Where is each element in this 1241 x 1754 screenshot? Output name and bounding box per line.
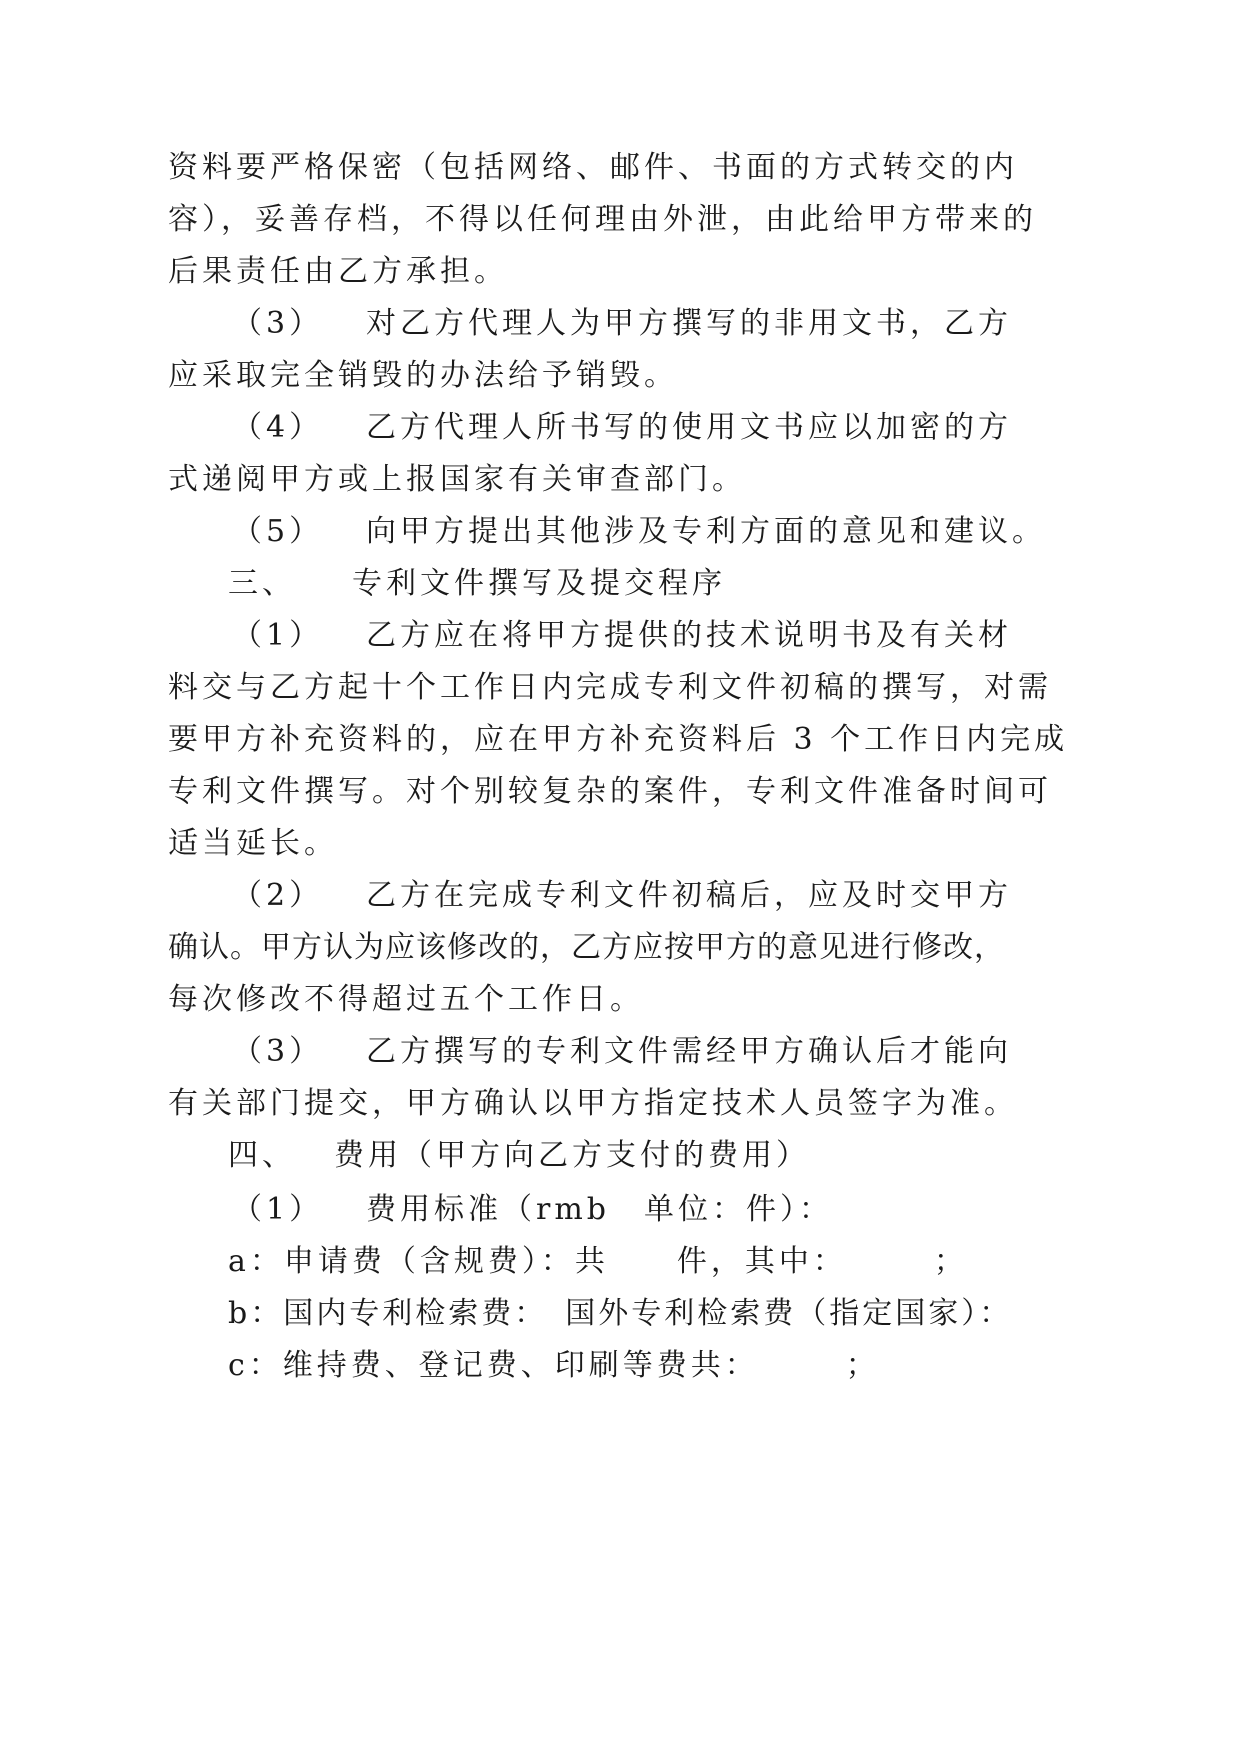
item-text: 费用标准（rmb 单位：件）： — [366, 1192, 833, 1227]
fee-line-c: c：维持费、登记费、印刷等费共： ； — [228, 1348, 880, 1383]
paragraph-line: 应采取完全销毁的办法给予销毁。 — [168, 358, 678, 393]
paragraph-line: 每次修改不得超过五个工作日。 — [168, 982, 644, 1017]
item-text: 对乙方代理人为甲方撰写的非用文书，乙方 — [366, 306, 1012, 341]
item-number: （3） — [232, 1034, 324, 1069]
paragraph-line: 后果责任由乙方承担。 — [168, 254, 508, 289]
item-text: 乙方撰写的专利文件需经甲方确认后才能向 — [366, 1034, 1012, 1069]
item-text: 乙方应在将甲方提供的技术说明书及有关材 — [366, 618, 1012, 653]
paragraph-line: 有关部门提交，甲方确认以甲方指定技术人员签字为准。 — [168, 1086, 1018, 1121]
section-number: 三、 — [228, 566, 296, 601]
section-number: 四、 — [228, 1138, 296, 1173]
item-number: （4） — [232, 410, 324, 445]
fee-line-b: b：国内专利检索费： 国外专利检索费（指定国家）： — [228, 1296, 1013, 1331]
section-title: 专利文件撰写及提交程序 — [352, 566, 726, 601]
paragraph-line: 确认。甲方认为应该修改的，乙方应按甲方的意见进行修改， — [168, 930, 1005, 965]
item-text: 向甲方提出其他涉及专利方面的意见和建议。 — [366, 514, 1046, 549]
item-text: 乙方在完成专利文件初稿后，应及时交甲方 — [366, 878, 1012, 913]
fee-line-a: a：申请费（含规费）：共 件，其中： ； — [228, 1244, 968, 1279]
paragraph-line: 要甲方补充资料的，应在甲方补充资料后 3 个工作日内完成 — [168, 722, 1069, 757]
paragraph-line: 适当延长。 — [168, 826, 338, 861]
paragraph-line: 资料要严格保密（包括网络、邮件、书面的方式转交的内 — [168, 150, 1018, 185]
item-number: （5） — [232, 514, 324, 549]
section-title: 费用（甲方向乙方支付的费用） — [334, 1138, 810, 1173]
paragraph-line: 专利文件撰写。对个别较复杂的案件，专利文件准备时间可 — [168, 774, 1052, 809]
item-number: （1） — [232, 618, 324, 653]
item-number: （3） — [232, 306, 324, 341]
paragraph-line: 料交与乙方起十个工作日内完成专利文件初稿的撰写，对需 — [168, 670, 1052, 705]
item-text: 乙方代理人所书写的使用文书应以加密的方 — [366, 410, 1012, 445]
paragraph-line: 式递阅甲方或上报国家有关审查部门。 — [168, 462, 746, 497]
paragraph-line: 容），妥善存档，不得以任何理由外泄，由此给甲方带来的 — [168, 202, 1037, 237]
item-number: （1） — [232, 1192, 324, 1227]
item-number: （2） — [232, 878, 324, 913]
